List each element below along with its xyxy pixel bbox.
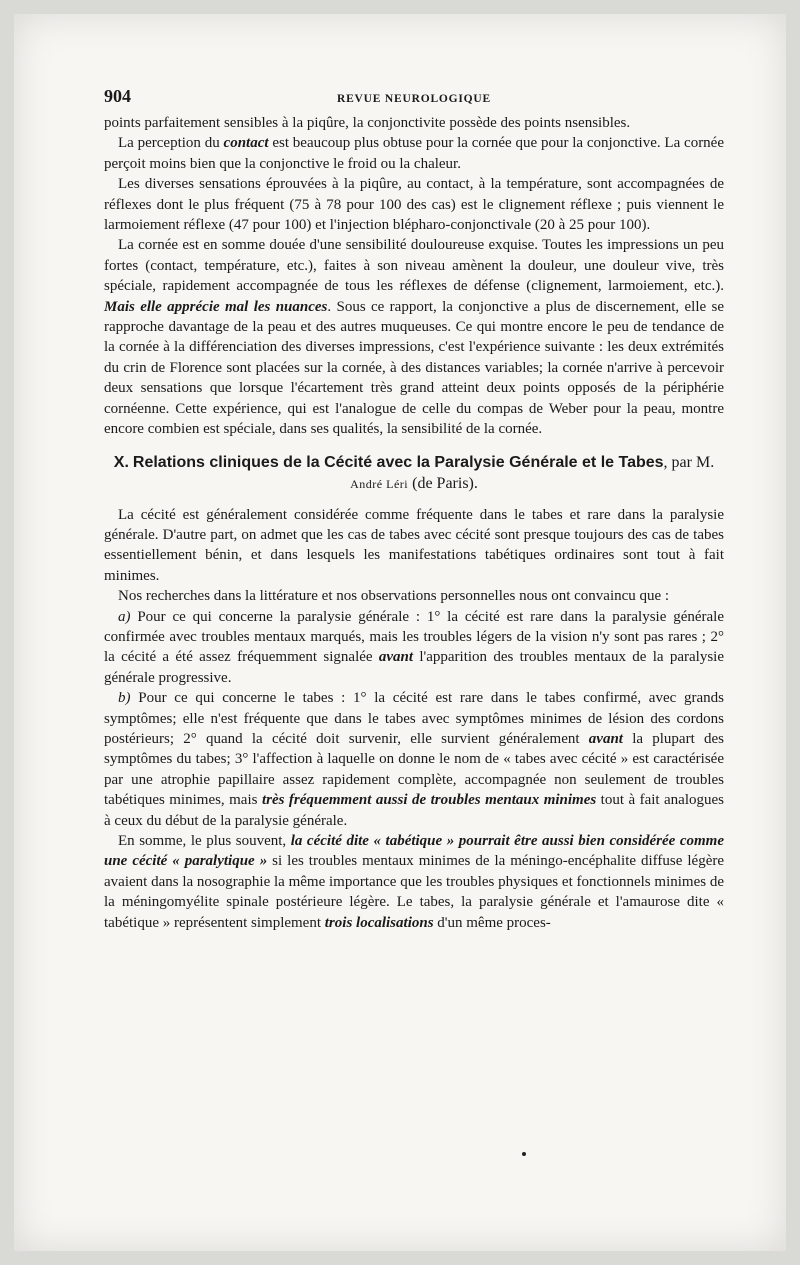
emphasis: très fréquemment aussi de troubles mentaux minimes <box>261 792 597 809</box>
paragraph-continued <box>104 113 724 133</box>
paragraph-text: Les diverses sensations éprouvées à la piqûre, au contact, à la température, sont accompagnées de réflexes dont le plus fréquent (75 à 78 pour 100 des cas) est le clignement réflexe ; puis viennent le larmoiement réflexe (47 pour 100) et l'injection blépharo-conjonctivale (20 à 25 pour 100). <box>104 176 724 234</box>
page-content <box>104 86 724 933</box>
section-title: Relations cliniques de la Cécité avec la Paralysie Générale et le Tabes <box>132 453 664 471</box>
paragraph-reflexes <box>104 174 724 235</box>
paragraph-sensibility <box>104 235 724 439</box>
paragraph-research <box>104 586 724 606</box>
paragraph-text: d'un même proces- <box>433 914 551 931</box>
paragraph-text: points parfaitement sensibles à la piqûre, la conjonctivite possède des points nsensibles. <box>104 115 631 131</box>
paragraph-text: En somme, le plus souvent, <box>118 833 291 849</box>
running-head <box>104 86 724 108</box>
section-affiliation: (de Paris). <box>408 474 478 492</box>
emphasis: avant <box>588 730 623 747</box>
paragraph-text: si les troubles mentaux minimes de la méningo-encéphalite diffuse légère avaient dans la nosographie la même importance que les troubles physiques et fonctionnels minimes de la méningomyélite spinale postérieure légère. Le tabes, la paralysie générale et l'amaurose dite « tabétique » représentent simplement <box>104 853 725 931</box>
paragraph-text: Pour ce qui concerne le tabes : 1° la cécité est rare dans le tabes confirmé, avec grands symptômes; elle n'est fréquente que dans le tabes avec symptômes minimes de lésion des cordons postérieurs; 2° quand la cécité doit survenir, elle survient généralement <box>104 690 724 747</box>
paragraph-text: Nos recherches dans la littérature et nos observations personnelles nous ont convaincu que : <box>118 588 670 605</box>
paragraph-text: La perception du <box>118 135 224 152</box>
ink-dot <box>522 1152 526 1156</box>
emphasis: Mais elle apprécie mal les nuances <box>104 298 328 315</box>
section-number: X. <box>113 453 129 471</box>
emphasis: la cécité dite « tabétique » pourrait être aussi bien considérée comme une cécité « paralytique » <box>104 833 724 870</box>
paragraph-text: tout à fait analogues à ceux du début de la paralysie générale. <box>104 792 725 829</box>
emphasis: trois localisations <box>324 914 434 931</box>
section-heading <box>104 452 724 495</box>
list-label-b: b) <box>118 690 131 707</box>
section-author: André Léri <box>350 476 409 491</box>
paragraph-text: est beaucoup plus obtuse pour la cornée que pour la conjonctive. La cornée perçoit moins bien que la conjonctive le froid ou la chaleur. <box>104 135 724 172</box>
paragraph-text: La cécité est généralement considérée comme fréquente dans le tabes et rare dans la paralysie générale. D'autre part, on admet que les cas de tabes avec cécité sont presque toujours des cas de tabes essentiellement bénin, et dans lesquels les manifestations tabétiques ordinaires sont tout à fait minimes. <box>104 506 724 584</box>
paragraph-b <box>104 688 724 831</box>
paragraph-text: la plupart des symptômes du tabes; 3° l'affection à laquelle on donne le nom de « tabes avec cécité » est caractérisée par une atrophie papillaire assez rapidement complète, accompagnée non seulement de troubles tabétiques minimes, mais <box>104 730 724 809</box>
paragraph-text: . Sous ce rapport, la conjonctive a plus de discernement, elle se rapproche davantage de la peau et des autres muqueuses. Ce qui montre encore le peu de tendance de la cornée à la différenciation des diverses impressions, c'est l'expérience suivante : les deux extrémités du crin de Florence sont placées sur la cornée, à des distances variables; la cornée n'arrive à percevoir deux sensations que lorsque l'écartement très grand atteint deux points opposés de la périphérie cornéenne. Cette expérience, qui est l'analogue de celle du compas de Weber pour la peau, montre encore combien est spéciale, dans ses qualités, la sensibilité de la cornée. <box>104 298 724 438</box>
section-by: , par M. <box>663 453 715 471</box>
paragraph-text: Pour ce qui concerne la paralysie générale : 1° la cécité est rare dans la paralysie générale confirmée avec troubles mentaux marqués, mais les troubles légers de la vision n'y sont pas rares ; 2° la cécité a été assez fréquemment signalée <box>104 608 724 666</box>
paragraph-a <box>104 607 724 689</box>
list-label-a: a) <box>118 608 131 625</box>
page-number: 904 <box>104 86 131 106</box>
paragraph-contact <box>104 133 724 174</box>
paragraph-text: La cornée est en somme douée d'une sensibilité douloureuse exquise. Toutes les impressions un peu fortes (contact, température, etc.), faites à son niveau amènent la douleur, une douleur vive, très spéciale, rapidement accompagnée de tous les réflexes de défense (clignement, larmoiement, etc.). <box>104 237 724 295</box>
paragraph-intro <box>104 505 724 587</box>
paragraph-text: l'apparition des troubles mentaux de la paralysie générale progressive. <box>104 649 724 686</box>
paragraph-conclusion <box>104 831 724 933</box>
emphasis: contact <box>223 135 269 152</box>
emphasis: avant <box>378 649 414 666</box>
journal-title: REVUE NEUROLOGIQUE <box>336 93 492 105</box>
